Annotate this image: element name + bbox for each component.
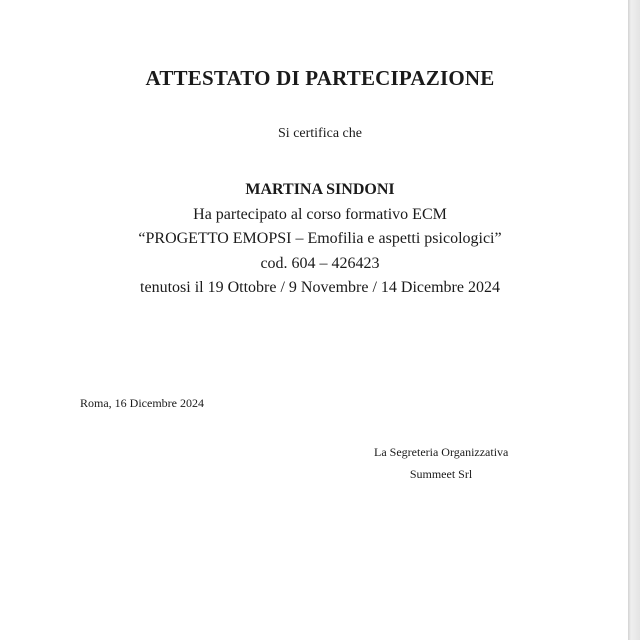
course-title: “PROGETTO EMOPSI – Emofilia e aspetti psicologici”: [138, 230, 502, 247]
course-code: cod. 604 – 426423: [260, 254, 380, 272]
certificate-title: ATTESTATO DI PARTECIPAZIONE: [145, 66, 495, 90]
participation-statement: Ha partecipato al corso formativo ECM: [193, 205, 447, 223]
certification-intro: Si certifica che: [278, 126, 362, 141]
signature-office: La Segreteria Organizzativa: [374, 445, 509, 459]
certificate-body: [0, 178, 640, 301]
place-and-date: Roma, 16 Dicembre 2024: [80, 396, 204, 410]
course-dates: tenutosi il 19 Ottobre / 9 Novembre / 14 Dicembre 2024: [140, 279, 500, 296]
participant-name: MARTINA SINDONI: [245, 181, 395, 198]
signature-block: [374, 441, 508, 485]
page-edge-shadow: [628, 0, 640, 640]
signature-company: Summeet Srl: [409, 467, 473, 481]
